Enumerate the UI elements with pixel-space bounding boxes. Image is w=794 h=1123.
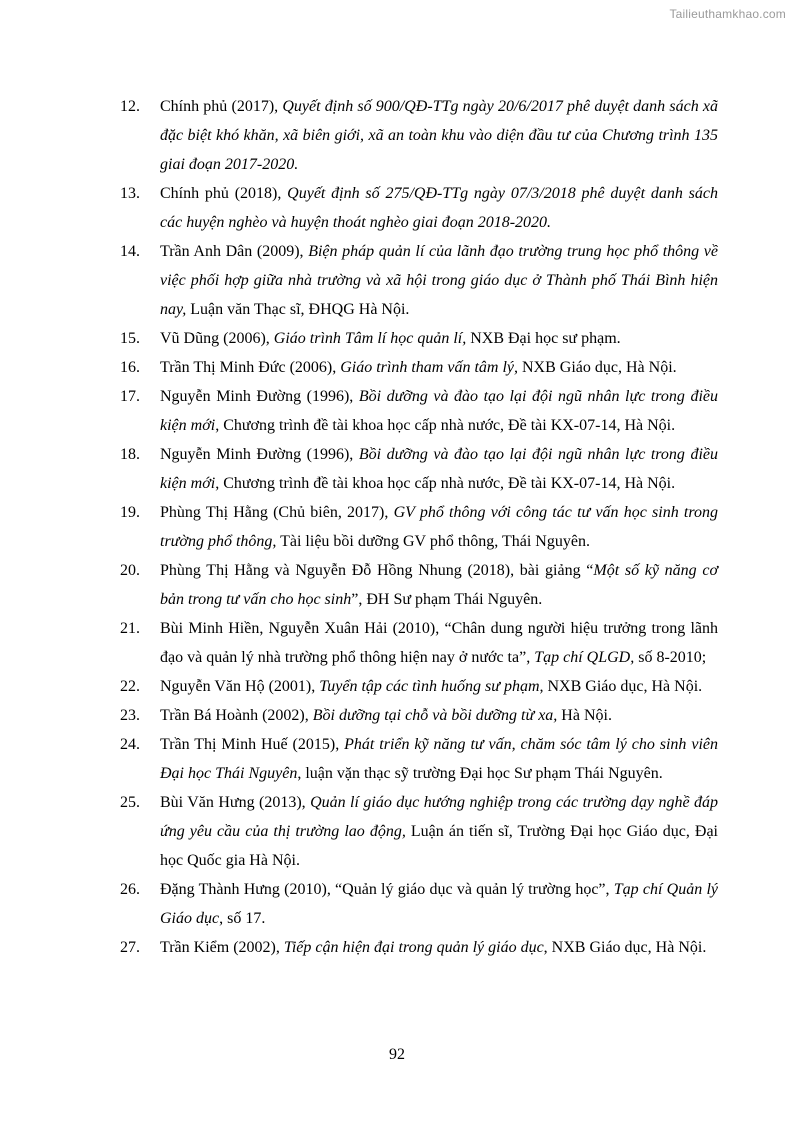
reference-segment: Trần Bá Hoành (2002),	[160, 707, 313, 724]
reference-segment: , Chương trình đề tài khoa học cấp nhà nước, Đề tài KX-07-14, Hà Nội.	[215, 417, 676, 434]
reference-item	[120, 324, 718, 353]
reference-number: 22.	[120, 678, 140, 695]
reference-segment: Phùng Thị Hằng và Nguyễn Đỗ Hồng Nhung (2018), bài giảng “	[160, 562, 594, 579]
reference-text	[160, 243, 718, 318]
reference-title: Một số kỹ năng cơ bản trong tư vấn cho học sinh	[160, 562, 719, 608]
reference-number: 14.	[120, 243, 140, 260]
reference-segment: Luận án tiến sĩ, Trường Đại học Giáo dục, Đại học Quốc gia Hà Nội.	[160, 823, 718, 869]
reference-title: Tuyển tập các tình huống sư phạm,	[319, 678, 544, 695]
reference-item	[120, 237, 718, 324]
reference-title: GV phổ thông với công tác tư vấn học sinh trong trường phổ thông,	[160, 504, 719, 550]
reference-item	[120, 179, 718, 237]
reference-list	[120, 92, 718, 962]
reference-segment: NXB Giáo dục, Hà Nội.	[543, 678, 703, 695]
reference-title: Phát triển kỹ năng tư vấn, chăm sóc tâm lý cho sinh viên Đại học Thái Nguyên	[160, 736, 718, 782]
reference-segment: Vũ Dũng (2006),	[160, 330, 274, 347]
reference-item	[120, 353, 718, 382]
reference-title: Giáo trình tham vấn tâm lý,	[340, 359, 518, 376]
reference-title: Quản lí giáo dục hướng nghiệp trong các trường dạy nghề đáp ứng yêu cầu của thị trường lao động,	[160, 794, 718, 840]
reference-text	[160, 446, 718, 492]
reference-segment: Luận văn Thạc sĩ, ĐHQG Hà Nội.	[186, 301, 410, 318]
reference-item	[120, 730, 718, 788]
reference-item	[120, 498, 718, 556]
reference-segment: Trần Kiểm (2002),	[160, 939, 284, 956]
reference-text	[160, 881, 718, 927]
reference-number: 13.	[120, 185, 140, 202]
reference-segment: Hà Nội.	[557, 707, 612, 724]
reference-text	[160, 707, 612, 724]
reference-text	[160, 562, 718, 608]
reference-number: 19.	[120, 504, 140, 521]
reference-segment: Tài liệu bồi dưỡng GV phổ thông, Thái Nguyên.	[276, 533, 590, 550]
reference-text	[160, 794, 718, 869]
watermark-text: Tailieuthamkhao.com	[669, 7, 786, 21]
reference-number: 24.	[120, 736, 140, 753]
reference-segment: Bùi Văn Hưng (2013),	[160, 794, 311, 811]
reference-segment: Đặng Thành Hưng (2010), “Quản lý giáo dục và quản lý trường học”,	[160, 881, 614, 898]
reference-segment: , số 17.	[219, 910, 266, 927]
reference-title: Bồi dưỡng tại chỗ và bồi dưỡng từ xa,	[312, 707, 558, 724]
reference-segment: Chính phủ (2017),	[160, 98, 283, 115]
reference-item	[120, 933, 718, 962]
reference-segment: Nguyễn Minh Đường (1996),	[160, 446, 359, 463]
reference-segment: NXB Đại học sư phạm.	[466, 330, 621, 347]
reference-number: 12.	[120, 98, 140, 115]
reference-segment: Chính phủ (2018),	[160, 185, 288, 202]
reference-item	[120, 382, 718, 440]
reference-segment: Nguyễn Văn Hộ (2001),	[160, 678, 320, 695]
page-number: 92	[389, 1046, 405, 1063]
reference-text	[160, 939, 706, 956]
reference-text	[160, 620, 718, 666]
reference-segment: Nguyễn Minh Đường (1996),	[160, 388, 359, 405]
reference-number: 25.	[120, 794, 140, 811]
reference-segment: Phùng Thị Hằng (Chủ biên, 2017),	[160, 504, 394, 521]
reference-text	[160, 185, 718, 231]
reference-number: 17.	[120, 388, 140, 405]
reference-text	[160, 388, 718, 434]
reference-title: Biện pháp quản lí của lãnh đạo trường trung học phổ thông về việc phối hợp giữa nhà trường và xã hội trong giáo dục ở Thành phố Thái Bình hiện nay,	[160, 243, 718, 318]
reference-item	[120, 875, 718, 933]
reference-segment: , Chương trình đề tài khoa học cấp nhà nước, Đề tài KX-07-14, Hà Nội.	[215, 475, 676, 492]
reference-text	[160, 504, 718, 550]
reference-text	[160, 678, 702, 695]
reference-title: Tạp chí Quản lý Giáo dục	[160, 881, 719, 927]
reference-segment: Trần Anh Dân (2009),	[160, 243, 309, 260]
reference-number: 16.	[120, 359, 140, 376]
reference-title: Tạp chí QLGD,	[534, 649, 635, 666]
reference-number: 20.	[120, 562, 140, 579]
reference-text	[160, 330, 621, 347]
reference-title: Quyết định số 275/QĐ-TTg ngày 07/3/2018 phê duyệt danh sách các huyện nghèo và huyện thoát nghèo giai đoạn 2018-2020.	[160, 185, 718, 231]
reference-number: 18.	[120, 446, 140, 463]
reference-number: 26.	[120, 881, 140, 898]
reference-title: Bồi dưỡng và đào tạo lại đội ngũ nhân lực trong điều kiện mới	[160, 388, 719, 434]
reference-item	[120, 788, 718, 875]
reference-text	[160, 359, 677, 376]
reference-title: Tiếp cận hiện đại trong quản lý giáo dục	[283, 939, 544, 956]
reference-item	[120, 701, 718, 730]
reference-title: Giáo trình Tâm lí học quản lí,	[273, 330, 467, 347]
reference-number: 27.	[120, 939, 140, 956]
reference-segment: số 8-2010;	[634, 649, 707, 666]
reference-segment: NXB Giáo dục, Hà Nội.	[518, 359, 677, 376]
reference-item	[120, 92, 718, 179]
reference-segment: , luận vặn thạc sỹ trường Đại học Sư phạm Thái Nguyên.	[297, 765, 663, 782]
reference-item	[120, 672, 718, 701]
reference-item	[120, 614, 718, 672]
reference-segment: Bùi Minh Hiền, Nguyễn Xuân Hải (2010), “Chân dung người hiệu trưởng trong lãnh đạo và quản lý nhà trường phổ thông hiện nay ở nước ta”,	[160, 620, 718, 666]
reference-item	[120, 440, 718, 498]
reference-segment: Trần Thị Minh Huế (2015),	[160, 736, 345, 753]
reference-text	[160, 736, 718, 782]
reference-number: 21.	[120, 620, 140, 637]
reference-number: 23.	[120, 707, 140, 724]
reference-number: 15.	[120, 330, 140, 347]
reference-title: Bồi dưỡng và đào tạo lại đội ngũ nhân lực trong điều kiện mới	[160, 446, 719, 492]
reference-text	[160, 98, 718, 173]
reference-item	[120, 556, 718, 614]
reference-title: Quyết định số 900/QĐ-TTg ngày 20/6/2017 phê duyệt danh sách xã đặc biệt khó khăn, xã biên giới, xã an toàn khu vào diện đầu tư của Chương trình 135 giai đoạn 2017-2020.	[160, 98, 718, 173]
reference-segment: , NXB Giáo dục, Hà Nội.	[543, 939, 707, 956]
reference-segment: ”, ĐH Sư phạm Thái Nguyên.	[351, 591, 543, 608]
reference-segment: Trần Thị Minh Đức (2006),	[160, 359, 341, 376]
